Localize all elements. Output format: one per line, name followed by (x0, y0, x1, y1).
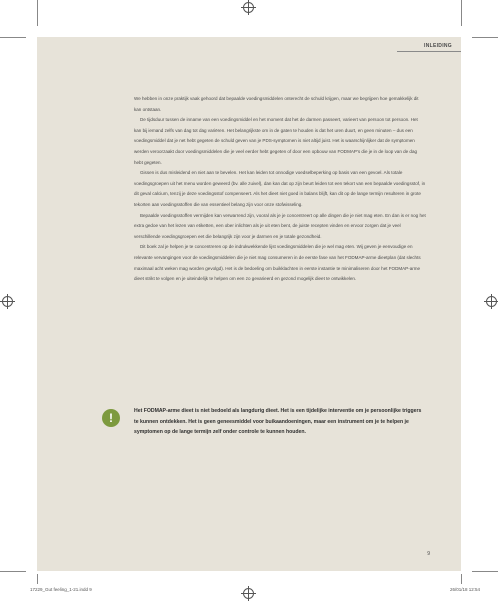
registration-mark-bottom (243, 588, 254, 599)
page-number: 9 (427, 551, 430, 557)
body-text (134, 94, 426, 285)
crop-mark (472, 571, 498, 572)
crop-mark (461, 574, 462, 584)
paragraph: De tijdsduur tussen de inname van een voedingsmiddel en het moment dat het de darmen passeert, varieert van persoon tot persoon. Het kan bij iemand zelfs van dag tot dag variëren. Het belangrijkste om in de gaten te houden is dat het uren duurt, en geen minuten – dus een voedingsmiddel dat je net hebt gegeten de schuld geven van je PDS-symptomen is niet altijd juist. Het is waarschijnlijker dat de symptomen werden veroorzaakt door voedingsmiddelen die je veel eerder hebt gegeten of door een opbouw van FODMAP’s die je in de loop van de dag hebt gegeten. (134, 117, 418, 165)
crop-mark (472, 37, 498, 38)
paragraph: Dit boek zal je helpen je te concentreren op de indrukwekkende lijst voedingsmiddelen die je wel mag eten. Wij geven je eenvoudige en relevante vervangingen voor de voedingsmiddelen die je niet mag consumeren in de eerste fase van het FODMAP-arme dieetplan (dat slechts maximaal acht weken mag worden gevolgd). Het is de bedoeling om buikklachten in eerste instantie te minimaliseren door het FODMAP-arme dieet strikt te volgen en je uiteindelijk te helpen om een zo gevarieerd en gezond mogelijk dieet te ontwikkelen. (134, 244, 421, 282)
running-head: INLEIDING (424, 43, 452, 49)
note-callout (102, 406, 432, 452)
note-text: Het FODMAP-arme dieet is niet bedoeld als langdurig dieet. Het is een tijdelijke interventie om je persoonlijke triggers te kunnen ontdekken. Het is geen geneesmiddel voor buikaandoeningen, maar een instrument om je te helpen je symptomen op de lange termijn zelf onder controle te kunnen houden. (134, 408, 422, 436)
paragraph: We hebben in onze praktijk vaak gehoord dat bepaalde voedingsmiddelen onterecht de schuld krijgen, maar we begrijpen hoe gemakkelijk dit kan ontstaan. (134, 96, 419, 112)
registration-mark-left (2, 296, 13, 307)
paragraph: Gissen is dus misleidend en niet aan te bevelen. Het kan leiden tot onnodige voedselbeperking op basis van een gevoel. Als totale voedingsgroepen uit het menu worden geweerd (bv. alle zuivel), dan kan dat op zijn beurt leiden tot een tekort van een bepaalde voedingsstof, in dit geval calcium, tenzij je deze voedingsstof compenseert. Als het dieet niet goed in balans blijft, kan dit op de lange termijn resulteren in grote tekorten aan voedingsstoffen die van essentieel belang zijn voor onze stofwisseling. (134, 170, 426, 207)
running-head-rule (397, 51, 461, 52)
slug-date: 26/01/18 12:54 (449, 587, 480, 592)
registration-mark-right (486, 296, 497, 307)
crop-mark (37, 574, 38, 584)
crop-mark (0, 37, 26, 38)
crop-mark (37, 0, 38, 26)
exclamation-icon: ! (102, 409, 120, 427)
crop-mark (461, 0, 462, 26)
crop-mark (0, 571, 26, 572)
registration-mark-top (243, 2, 254, 13)
book-page (37, 37, 461, 571)
paragraph: Bepaalde voedingsstoffen vermijden kan verwarrend zijn, vooral als je je concentreert op alle dingen die je niet mag eten. En dan is er nog het extra gedoe van het lezen van etiketten, een ober inlichten als je uit eten bent, de juiste recepten vinden en ervoor zorgen dat je veel verschillende voedingsgroepen eet die belangrijk zijn voor je darmen en je totale gezondheid. (134, 212, 426, 239)
slug-file: 17229_Gut feeling_1-21.indd 9 (30, 587, 92, 592)
